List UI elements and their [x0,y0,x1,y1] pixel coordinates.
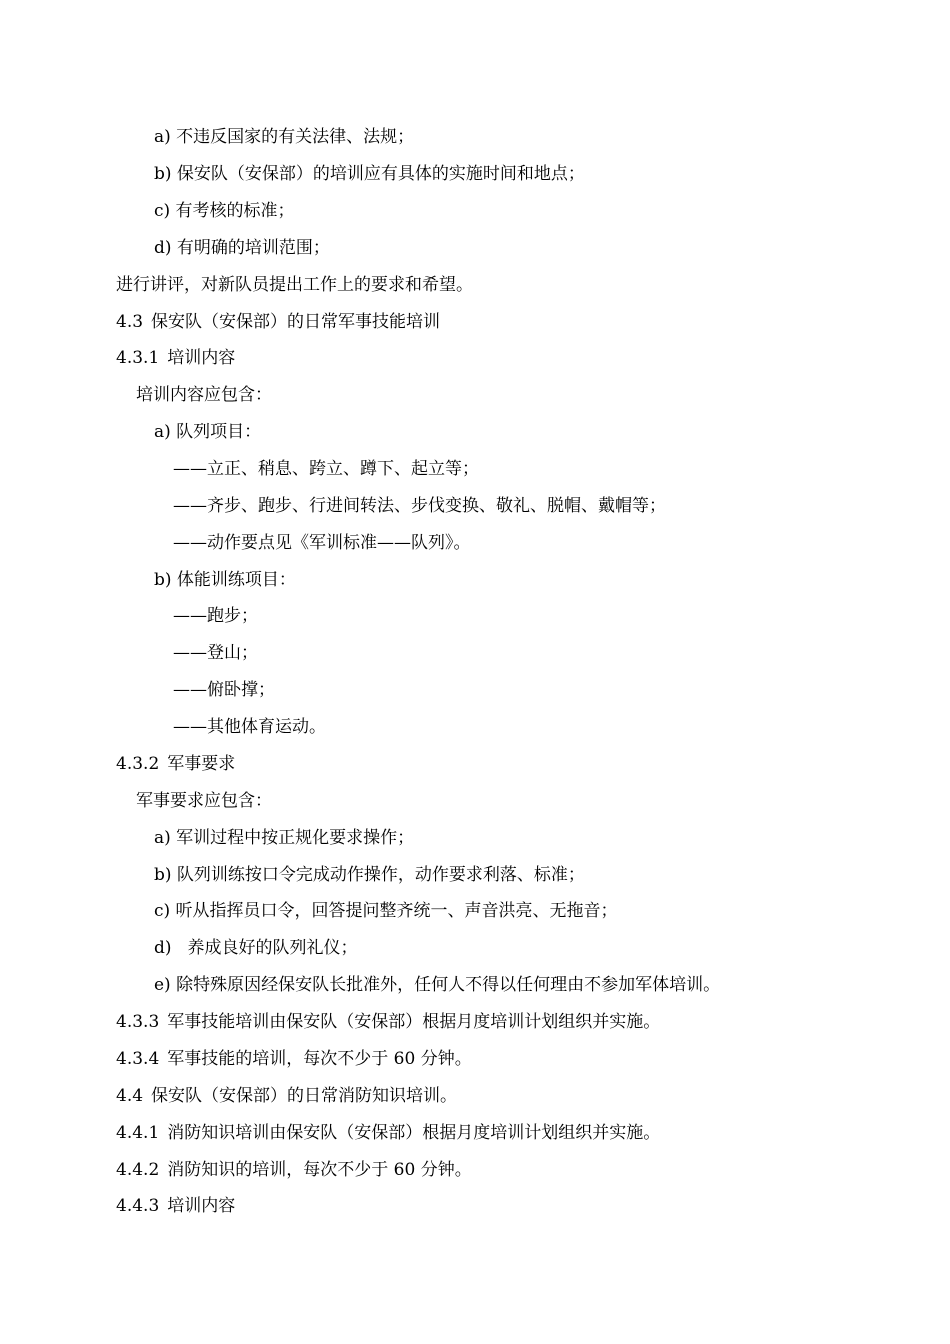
paragraph-text: 培训内容应包含： [136,385,272,405]
dash-item: ——其他体育运动。 [173,717,326,737]
dash-item: ——动作要点见《军训标准——队列》。 [173,533,471,553]
section-title: 培训内容 [167,1196,236,1216]
list-item: b) 体能训练项目： [154,570,296,590]
dash-item: ——立正、稍息、跨立、蹲下、起立等； [173,459,479,479]
subsection-heading [116,348,235,368]
section-title: 培训内容 [167,348,236,368]
section-title: 消防知识培训由保安队（安保部）根据月度培训计划组织并实施。 [167,1123,661,1143]
list-item-text: 养成良好的队列礼仪； [187,938,358,958]
subsection-heading [116,1012,660,1032]
list-item: a) 队列项目： [154,422,262,442]
section-number: 4.4.1 [116,1123,160,1143]
list-item: c) 听从指挥员口令，回答提问整齐统一、声音洪亮、无拖音； [154,901,618,921]
section-title: 消防知识的培训，每次不少于 60 分钟。 [167,1160,472,1180]
dash-item: ——齐步、跑步、行进间转法、步伐变换、敬礼、脱帽、戴帽等； [173,496,666,516]
section-number: 4.3 [116,312,144,332]
list-item: e) 除特殊原因经保安队长批准外，任何人不得以任何理由不参加军体培训。 [154,975,721,995]
section-number: 4.3.4 [116,1049,160,1069]
section-number: 4.3.3 [116,1012,160,1032]
dash-item: ——登山； [173,643,258,663]
subsection-heading [116,1123,660,1143]
section-title: 军事技能的培训，每次不少于 60 分钟。 [167,1049,472,1069]
paragraph-text: 军事要求应包含： [136,791,272,811]
subsection-heading [116,1196,235,1216]
subsection-heading [116,1049,472,1069]
dash-item: ——跑步； [173,606,258,626]
section-title: 保安队（安保部）的日常消防知识培训。 [151,1086,458,1106]
list-item: a) 不违反国家的有关法律、法规； [154,127,415,147]
section-number: 4.3.1 [116,348,160,368]
subsection-heading [116,1160,472,1180]
subsection-heading [116,754,235,774]
section-number: 4.3.2 [116,754,160,774]
list-item: b) 保安队（安保部）的培训应有具体的实施时间和地点； [154,164,585,184]
dash-item: ——俯卧撑； [173,680,275,700]
section-title: 军事技能培训由保安队（安保部）根据月度培训计划组织并实施。 [167,1012,661,1032]
section-heading [116,312,440,332]
list-item: b) 队列训练按口令完成动作操作，动作要求利落、标准； [154,865,585,885]
list-item: a) 军训过程中按正规化要求操作； [154,828,415,848]
list-item [154,938,358,958]
section-title: 保安队（安保部）的日常军事技能培训 [151,312,441,332]
paragraph-text: 进行讲评，对新队员提出工作上的要求和希望。 [116,275,473,295]
list-item: d) 有明确的培训范围； [154,238,330,258]
section-number: 4.4 [116,1086,144,1106]
section-number: 4.4.3 [116,1196,160,1216]
section-title: 军事要求 [167,754,236,774]
list-marker: d) [154,938,172,958]
list-item: c) 有考核的标准； [154,201,295,221]
section-number: 4.4.2 [116,1160,160,1180]
section-heading [116,1086,457,1106]
